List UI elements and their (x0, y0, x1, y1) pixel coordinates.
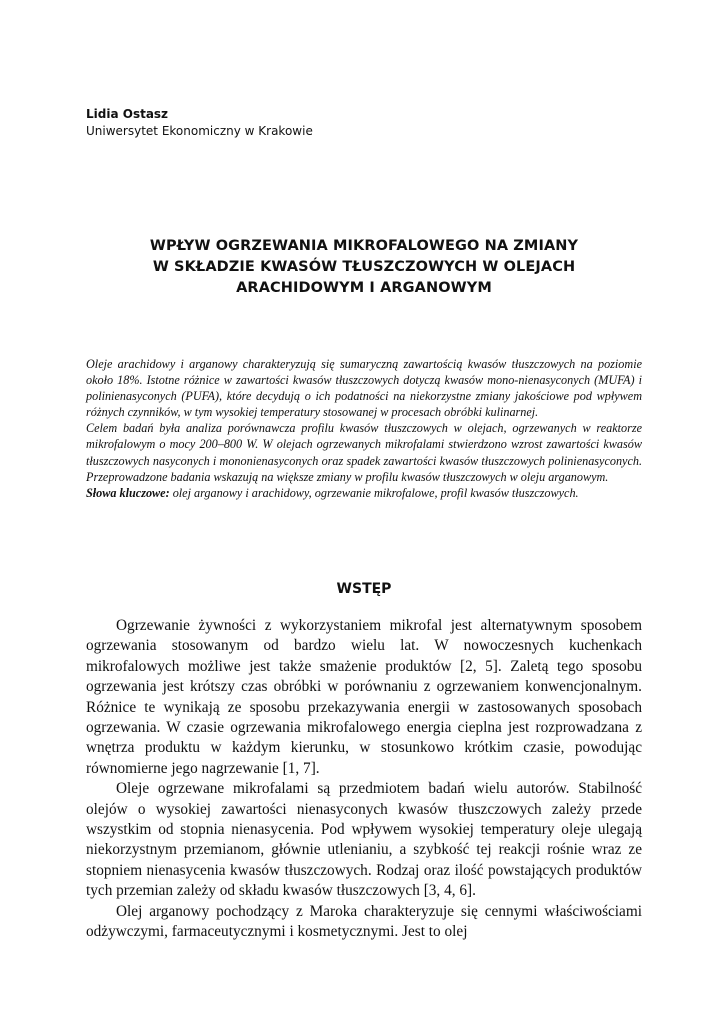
section-heading: WSTĘP (336, 581, 392, 597)
abstract-paragraph: Oleje arachidowy i arganowy charakteryzują się sumaryczną zawartością kwasów tłuszczowych na poziomie około 18%. Istotne różnice w zawartości kwasów tłuszczowych dotyczą kwasów mono-nienasyconych (MUFA) i polinienasyconych (PUFA), które decydują o ich podatności na niekorzystne zmiany jakościowe pod wpływem różnych czynników, w tym wysokiej temperatury stosowanej w procesach obróbki kulinarnej. (86, 357, 642, 420)
author-affiliation: Uniwersytet Ekonomiczny w Krakowie (86, 124, 313, 138)
keywords (86, 485, 642, 501)
title-line: ARACHIDOWYM I ARGANOWYM (236, 280, 492, 296)
abstract-paragraph: Celem badań była analiza porównawcza profilu kwasów tłuszczowych w olejach, ogrzewanych w reaktorze mikrofalowym o mocy 200–800 W. W olejach ogrzewanych mikrofalami stwierdzono wzrost zawartości kwasów tłuszczowych nasyconych i mononienasyconych oraz spadek zawartości kwasów tłuszczowych polinienasyconych. Przeprowadzone badania wskazują na większe zmiany w profilu kwasów tłuszczowych w oleju arganowym. (86, 421, 642, 484)
keywords-label: Słowa kluczowe: (86, 485, 170, 500)
paper-title (86, 236, 642, 299)
body-paragraph: Olej arganowy pochodzący z Maroka charakteryzuje się cennymi właściwościami odżywczymi, farmaceutycznymi i kosmetycznymi. Jest to olej (86, 902, 642, 941)
keywords-text: olej arganowy i arachidowy, ogrzewanie mikrofalowe, profil kwasów tłuszczowych. (169, 485, 579, 500)
body-paragraph: Ogrzewanie żywności z wykorzystaniem mikrofal jest alternatywnym sposobem ogrzewania stosowanym od bardzo wielu lat. W nowoczesnych kuchenkach mikrofalowych możliwe jest także smażenie produktów [2, 5]. Zaletą tego sposobu ogrzewania jest krótszy czas obróbki w porównaniu z ogrzewaniem konwencjonalnym. Różnice te wynikają ze sposobu przekazywania energii w zastosowanych sposobach ogrzewania. W czasie ogrzewania mikrofalowego energia cieplna jest rozprowadzana z wnętrza produktu w każdym kierunku, w stosunkowo krótkim czasie, powodując równomierne jego nagrzewanie [1, 7]. (86, 617, 642, 777)
title-line: W SKŁADZIE KWASÓW TŁUSZCZOWYCH W OLEJACH (152, 259, 576, 275)
title-line: WPŁYW OGRZEWANIA MIKROFALOWEGO NA ZMIANY (149, 238, 579, 254)
body-paragraph: Oleje ogrzewane mikrofalami są przedmiotem badań wielu autorów. Stabilność olejów o wysokiej zawartości nienasyconych kwasów tłuszczowych zależy przede wszystkim od stopnia nienasycenia. Pod wpływem wysokiej temperatury oleje ulegają niekorzystnym przemianom, głównie utlenianiu, a szybkość tej reakcji rośnie wraz ze stopniem nienasycenia kwasów tłuszczowych. Rodzaj oraz ilość powstających produktów tych przemian zależy od składu kwasów tłuszczowych [3, 4, 6]. (86, 780, 642, 900)
author-name: Lidia Ostasz (86, 107, 169, 121)
body-text (86, 616, 642, 943)
abstract (86, 356, 642, 501)
